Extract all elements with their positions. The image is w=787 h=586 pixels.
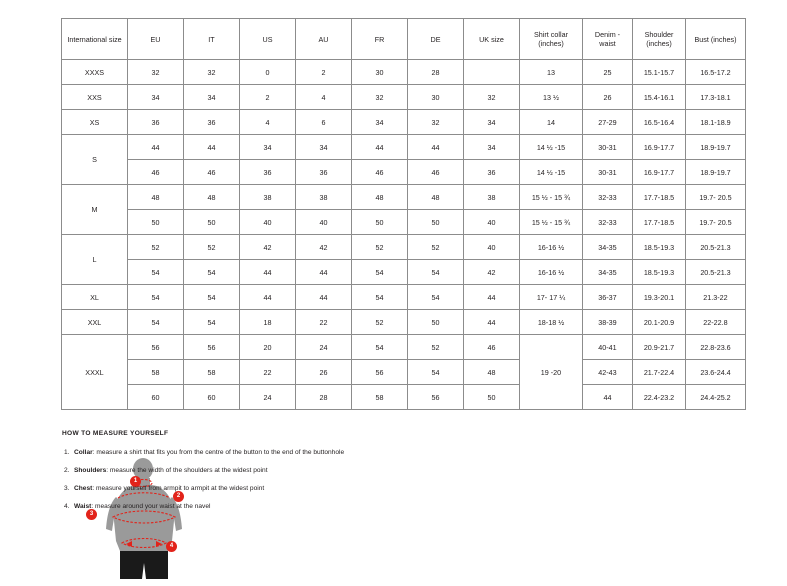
size-chart-table — [61, 18, 746, 410]
cell-denim-waist: 40-41 — [583, 335, 633, 360]
column-header-au: AU — [296, 19, 352, 60]
cell-us: 44 — [240, 260, 296, 285]
instruction-number: 3. — [64, 484, 70, 492]
cell-international-size: S — [62, 135, 128, 185]
cell-eu: 44 — [128, 135, 184, 160]
cell-it: 44 — [184, 135, 240, 160]
cell-it: 56 — [184, 335, 240, 360]
table-row — [62, 335, 746, 360]
cell-bust-inches: 20.5-21.3 — [686, 260, 746, 285]
cell-shirt-collar-inches: 19 -20 — [520, 335, 583, 410]
cell-bust-inches: 22-22.8 — [686, 310, 746, 335]
cell-uk-size — [464, 60, 520, 85]
cell-international-size: XXL — [62, 310, 128, 335]
cell-us: 40 — [240, 210, 296, 235]
cell-us: 4 — [240, 110, 296, 135]
table-row — [62, 385, 746, 410]
cell-eu: 54 — [128, 310, 184, 335]
table-row — [62, 235, 746, 260]
cell-uk-size: 44 — [464, 285, 520, 310]
instruction-number: 2. — [64, 466, 70, 474]
cell-de: 56 — [408, 385, 464, 410]
cell-fr: 52 — [352, 310, 408, 335]
cell-shoulder-inches: 15.4-16.1 — [633, 85, 686, 110]
cell-au: 44 — [296, 285, 352, 310]
table-row — [62, 210, 746, 235]
cell-it: 36 — [184, 110, 240, 135]
cell-de: 46 — [408, 160, 464, 185]
cell-it: 32 — [184, 60, 240, 85]
cell-shoulder-inches: 16.5-16.4 — [633, 110, 686, 135]
instruction-item — [64, 502, 762, 512]
column-header-denim-waist: Denim - waist — [583, 19, 633, 60]
cell-fr: 34 — [352, 110, 408, 135]
cell-au: 6 — [296, 110, 352, 135]
instruction-item — [64, 449, 762, 458]
column-header-shirt-collar: Shirt collar (inches) — [520, 19, 583, 60]
cell-shoulder-inches: 16.9-17.7 — [633, 135, 686, 160]
cell-fr: 32 — [352, 85, 408, 110]
cell-eu: 46 — [128, 160, 184, 185]
cell-shirt-collar-inches: 17- 17 ¼ — [520, 285, 583, 310]
cell-us: 36 — [240, 160, 296, 185]
table-header-row — [62, 19, 746, 60]
cell-shoulder-inches: 22.4-23.2 — [633, 385, 686, 410]
cell-international-size: XXXL — [62, 335, 128, 410]
cell-shirt-collar-inches: 15 ½ - 15 ¾ — [520, 185, 583, 210]
cell-shirt-collar-inches: 14 — [520, 110, 583, 135]
instruction-number: 4. — [64, 502, 70, 510]
cell-fr: 30 — [352, 60, 408, 85]
cell-au: 22 — [296, 310, 352, 335]
cell-denim-waist: 32-33 — [583, 185, 633, 210]
cell-fr: 46 — [352, 160, 408, 185]
cell-uk-size: 44 — [464, 310, 520, 335]
instruction-item — [64, 484, 762, 494]
cell-eu: 50 — [128, 210, 184, 235]
cell-eu: 48 — [128, 185, 184, 210]
cell-denim-waist: 34-35 — [583, 260, 633, 285]
cell-eu: 32 — [128, 60, 184, 85]
cell-us: 24 — [240, 385, 296, 410]
cell-eu: 54 — [128, 285, 184, 310]
instruction-item — [64, 466, 762, 476]
cell-uk-size: 46 — [464, 335, 520, 360]
cell-bust-inches: 17.3-18.1 — [686, 85, 746, 110]
cell-denim-waist: 34-35 — [583, 235, 633, 260]
cell-de: 44 — [408, 135, 464, 160]
cell-uk-size: 40 — [464, 210, 520, 235]
column-header-us: US — [240, 19, 296, 60]
cell-fr: 56 — [352, 360, 408, 385]
cell-uk-size: 48 — [464, 360, 520, 385]
column-header-fr: FR — [352, 19, 408, 60]
cell-it: 50 — [184, 210, 240, 235]
column-header-bust: Bust (inches) — [686, 19, 746, 60]
cell-us: 0 — [240, 60, 296, 85]
cell-us: 20 — [240, 335, 296, 360]
cell-shirt-collar-inches: 14 ½ -15 — [520, 135, 583, 160]
cell-it: 46 — [184, 160, 240, 185]
marker-3-chest: 3 — [86, 509, 97, 520]
cell-fr: 58 — [352, 385, 408, 410]
table-row — [62, 360, 746, 385]
cell-uk-size: 34 — [464, 110, 520, 135]
cell-fr: 54 — [352, 260, 408, 285]
cell-de: 50 — [408, 210, 464, 235]
cell-bust-inches: 22.8-23.6 — [686, 335, 746, 360]
cell-shoulder-inches: 16.9-17.7 — [633, 160, 686, 185]
cell-au: 44 — [296, 260, 352, 285]
cell-de: 54 — [408, 285, 464, 310]
cell-au: 34 — [296, 135, 352, 160]
cell-de: 30 — [408, 85, 464, 110]
instruction-number: 1. — [64, 449, 70, 456]
instruction-text: : measure yourself from armpit to armpit at the widest point — [92, 484, 265, 492]
cell-us: 18 — [240, 310, 296, 335]
cell-us: 2 — [240, 85, 296, 110]
cell-us: 44 — [240, 285, 296, 310]
cell-fr: 52 — [352, 235, 408, 260]
how-to-measure-section — [62, 430, 762, 549]
cell-uk-size: 34 — [464, 135, 520, 160]
cell-international-size: XXS — [62, 85, 128, 110]
cell-bust-inches: 19.7- 20.5 — [686, 185, 746, 210]
column-header-it: IT — [184, 19, 240, 60]
cell-shoulder-inches: 20.9-21.7 — [633, 335, 686, 360]
cell-it: 52 — [184, 235, 240, 260]
table-row — [62, 160, 746, 185]
marker-2-shoulders: 2 — [173, 491, 184, 502]
cell-fr: 48 — [352, 185, 408, 210]
column-header-uk-size: UK size — [464, 19, 520, 60]
cell-au: 26 — [296, 360, 352, 385]
column-header-eu: EU — [128, 19, 184, 60]
cell-shirt-collar-inches: 13 — [520, 60, 583, 85]
cell-shoulder-inches: 19.3-20.1 — [633, 285, 686, 310]
cell-bust-inches: 21.3-22 — [686, 285, 746, 310]
cell-eu: 34 — [128, 85, 184, 110]
cell-uk-size: 42 — [464, 260, 520, 285]
cell-shirt-collar-inches: 13 ½ — [520, 85, 583, 110]
cell-international-size: XL — [62, 285, 128, 310]
column-header-shoulder: Shoulder (inches) — [633, 19, 686, 60]
instruction-term: Chest — [74, 484, 93, 492]
cell-us: 34 — [240, 135, 296, 160]
cell-shirt-collar-inches: 16-16 ½ — [520, 260, 583, 285]
cell-international-size: XS — [62, 110, 128, 135]
how-to-measure-body — [62, 449, 762, 549]
cell-de: 54 — [408, 260, 464, 285]
table-body — [62, 60, 746, 410]
cell-eu: 58 — [128, 360, 184, 385]
instruction-text: : measure around your waist at the navel — [91, 502, 211, 510]
table-row — [62, 260, 746, 285]
cell-denim-waist: 26 — [583, 85, 633, 110]
cell-international-size: M — [62, 185, 128, 235]
cell-denim-waist: 36-37 — [583, 285, 633, 310]
cell-it: 58 — [184, 360, 240, 385]
cell-eu: 52 — [128, 235, 184, 260]
cell-fr: 54 — [352, 335, 408, 360]
cell-shoulder-inches: 18.5-19.3 — [633, 260, 686, 285]
cell-fr: 54 — [352, 285, 408, 310]
cell-bust-inches: 16.5-17.2 — [686, 60, 746, 85]
cell-au: 42 — [296, 235, 352, 260]
cell-denim-waist: 30-31 — [583, 160, 633, 185]
cell-denim-waist: 44 — [583, 385, 633, 410]
table-row — [62, 110, 746, 135]
cell-bust-inches: 24.4-25.2 — [686, 385, 746, 410]
cell-shoulder-inches: 21.7-22.4 — [633, 360, 686, 385]
cell-au: 40 — [296, 210, 352, 235]
cell-de: 32 — [408, 110, 464, 135]
cell-au: 2 — [296, 60, 352, 85]
cell-shoulder-inches: 15.1-15.7 — [633, 60, 686, 85]
cell-denim-waist: 42-43 — [583, 360, 633, 385]
cell-de: 28 — [408, 60, 464, 85]
cell-au: 28 — [296, 385, 352, 410]
cell-uk-size: 50 — [464, 385, 520, 410]
table-row — [62, 185, 746, 210]
cell-bust-inches: 18.1-18.9 — [686, 110, 746, 135]
cell-it: 54 — [184, 260, 240, 285]
table-row — [62, 285, 746, 310]
instruction-text: : measure a shirt that fits you from the centre of the button to the end of the buttonhole — [92, 449, 345, 456]
cell-au: 24 — [296, 335, 352, 360]
instruction-term: Shoulders — [74, 466, 107, 474]
cell-de: 48 — [408, 185, 464, 210]
cell-it: 54 — [184, 310, 240, 335]
cell-bust-inches: 23.6-24.4 — [686, 360, 746, 385]
cell-denim-waist: 27-29 — [583, 110, 633, 135]
cell-shoulder-inches: 17.7-18.5 — [633, 185, 686, 210]
cell-de: 54 — [408, 360, 464, 385]
table-row — [62, 310, 746, 335]
cell-it: 54 — [184, 285, 240, 310]
cell-fr: 50 — [352, 210, 408, 235]
cell-uk-size: 32 — [464, 85, 520, 110]
marker-4-waist: 4 — [166, 541, 177, 552]
cell-eu: 56 — [128, 335, 184, 360]
table-row — [62, 135, 746, 160]
cell-bust-inches: 19.7- 20.5 — [686, 210, 746, 235]
cell-de: 50 — [408, 310, 464, 335]
marker-1-collar: 1 — [130, 476, 141, 487]
cell-denim-waist: 30-31 — [583, 135, 633, 160]
cell-international-size: L — [62, 235, 128, 285]
cell-shirt-collar-inches: 16-16 ½ — [520, 235, 583, 260]
column-header-international-size: International size — [62, 19, 128, 60]
cell-shirt-collar-inches: 18-18 ½ — [520, 310, 583, 335]
table-row — [62, 60, 746, 85]
cell-uk-size: 38 — [464, 185, 520, 210]
cell-de: 52 — [408, 235, 464, 260]
cell-denim-waist: 38-39 — [583, 310, 633, 335]
cell-denim-waist: 25 — [583, 60, 633, 85]
cell-bust-inches: 18.9-19.7 — [686, 135, 746, 160]
cell-shoulder-inches: 20.1-20.9 — [633, 310, 686, 335]
cell-shirt-collar-inches: 15 ½ - 15 ¾ — [520, 210, 583, 235]
cell-de: 52 — [408, 335, 464, 360]
cell-shoulder-inches: 18.5-19.3 — [633, 235, 686, 260]
cell-it: 48 — [184, 185, 240, 210]
cell-it: 34 — [184, 85, 240, 110]
cell-eu: 60 — [128, 385, 184, 410]
cell-bust-inches: 18.9-19.7 — [686, 160, 746, 185]
cell-uk-size: 36 — [464, 160, 520, 185]
table-row — [62, 85, 746, 110]
cell-us: 38 — [240, 185, 296, 210]
cell-us: 22 — [240, 360, 296, 385]
cell-shirt-collar-inches: 14 ½ -15 — [520, 160, 583, 185]
cell-eu: 36 — [128, 110, 184, 135]
cell-shoulder-inches: 17.7-18.5 — [633, 210, 686, 235]
cell-fr: 44 — [352, 135, 408, 160]
instruction-text: : measure the width of the shoulders at the widest point — [106, 466, 268, 474]
column-header-de: DE — [408, 19, 464, 60]
instruction-term: Collar — [74, 449, 93, 456]
cell-it: 60 — [184, 385, 240, 410]
how-to-measure-title: HOW TO MEASURE YOURSELF — [62, 430, 169, 437]
cell-au: 36 — [296, 160, 352, 185]
cell-international-size: XXXS — [62, 60, 128, 85]
cell-uk-size: 40 — [464, 235, 520, 260]
cell-eu: 54 — [128, 260, 184, 285]
cell-bust-inches: 20.5-21.3 — [686, 235, 746, 260]
cell-us: 42 — [240, 235, 296, 260]
cell-au: 38 — [296, 185, 352, 210]
cell-au: 4 — [296, 85, 352, 110]
instruction-term: Waist — [74, 502, 92, 510]
cell-denim-waist: 32-33 — [583, 210, 633, 235]
